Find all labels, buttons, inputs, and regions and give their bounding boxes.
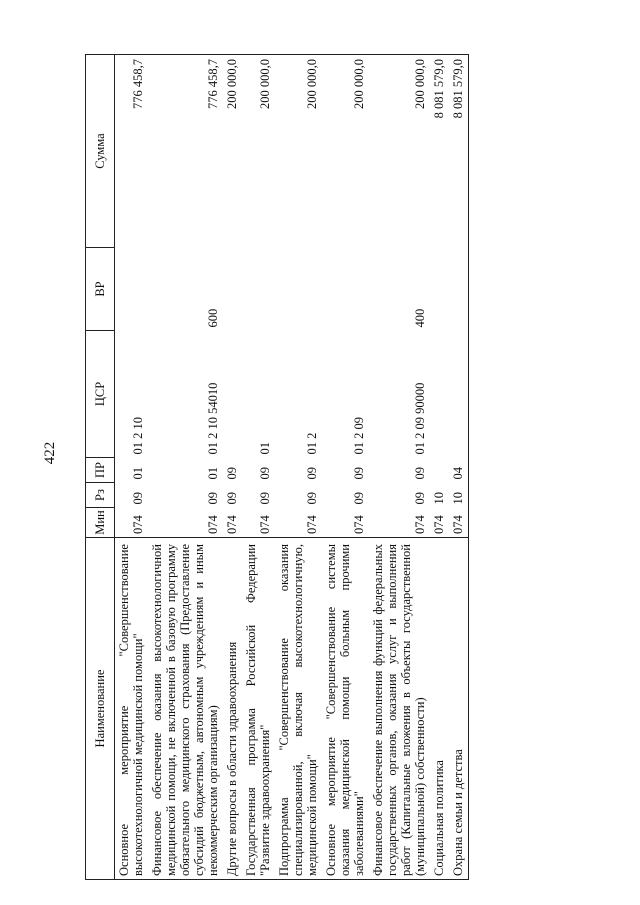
cell-rz: 09: [413, 492, 427, 505]
table-row: [369, 55, 430, 880]
cell-name: Основное мероприятие "Совершенствование системы оказания медицинской помощи больным прочими заболеваниями": [322, 538, 369, 880]
cell-pr: 09: [225, 467, 239, 480]
cell-name: Основное мероприятие "Совершенствование высокотехнологичной медицинской помощи": [115, 538, 149, 880]
cell-csr: [449, 331, 469, 458]
cell-vr: [430, 248, 449, 331]
cell-rz: 10: [449, 483, 469, 508]
cell-sum: 8 081 579,0: [430, 55, 449, 248]
cell-sum: 8 081 579,0: [449, 55, 469, 248]
cell-min: 074: [225, 515, 239, 534]
cell-csr: [430, 331, 449, 458]
cell-pr: 09: [352, 467, 366, 480]
cell-min: 074: [449, 508, 469, 538]
cell-name: Финансовое обеспечение оказания высокотехнологичной медицинской помощи, не включенной в базовую программу обязательного медицинского страхования (Предоставление субсидий бюджетным, автономным учреждениям и иным некоммерческим организациям): [148, 538, 223, 880]
cell-pr: 09: [258, 467, 272, 480]
cell-csr: [223, 331, 242, 458]
cell-min: 074: [305, 515, 319, 534]
cell-vr: [242, 248, 275, 331]
cell-csr: 01 2 09: [352, 417, 366, 455]
cell-csr: 01 2 09 90000: [413, 382, 427, 455]
header-name: Наименование: [86, 538, 115, 880]
cell-sum: 200 000,0: [369, 55, 430, 248]
cell-name: Государственная программа Российской Федерации "Развитие здравоохранения": [242, 538, 275, 880]
cell-vr: 400: [413, 308, 427, 328]
cell-vr: [275, 248, 322, 331]
cell-sum: 776 458,7: [115, 55, 149, 248]
cell-rz: 09: [206, 492, 220, 505]
rotated-page: [85, 50, 585, 880]
cell-name: Финансовое обеспечение выполнения функций федеральных государственных органов, оказания услуг и выполнения работ (Капитальные вложения в объекты государственной (муниципальной) собственности): [369, 538, 430, 880]
cell-pr: 09: [413, 467, 427, 480]
cell-sum: 200 000,0: [275, 55, 322, 248]
cell-name: Подпрограмма "Совершенствование оказания специализированной, включая высокотехнологичную, медицинской помощи": [275, 538, 322, 880]
table-row: [275, 55, 322, 880]
cell-rz: 09: [131, 492, 145, 505]
cell-name: Охрана семьи и детства: [449, 538, 469, 880]
budget-table: [85, 54, 469, 880]
cell-rz: 10: [432, 492, 446, 505]
cell-sum: 776 458,7: [148, 55, 223, 248]
table-header-row: [86, 55, 115, 880]
cell-pr: 01: [206, 467, 220, 480]
cell-sum: 200 000,0: [223, 55, 242, 248]
table-row: [148, 55, 223, 880]
header-pr: ПР: [86, 458, 115, 483]
cell-csr: 01 2 10: [131, 417, 145, 455]
cell-min: 074: [432, 515, 446, 534]
cell-min: 074: [131, 515, 145, 534]
header-sum: Сумма: [86, 55, 115, 248]
cell-vr: [115, 248, 149, 331]
cell-pr: 09: [305, 467, 319, 480]
cell-vr: [223, 248, 242, 331]
table-row: [322, 55, 369, 880]
cell-min: 074: [352, 515, 366, 534]
cell-rz: 09: [352, 492, 366, 505]
table-row: [242, 55, 275, 880]
cell-pr: 04: [449, 458, 469, 483]
cell-vr: 600: [206, 308, 220, 328]
cell-sum: 200 000,0: [322, 55, 369, 248]
header-vr: ВР: [86, 248, 115, 331]
cell-min: 074: [206, 515, 220, 534]
cell-vr: [322, 248, 369, 331]
table-row: [223, 55, 242, 880]
table-row: [115, 55, 149, 880]
cell-pr: 01: [131, 467, 145, 480]
cell-rz: 09: [225, 492, 239, 505]
table-row: [449, 55, 469, 880]
cell-min: 074: [413, 515, 427, 534]
cell-pr: [430, 458, 449, 483]
cell-name: Другие вопросы в области здравоохранения: [223, 538, 242, 880]
cell-vr: [449, 248, 469, 331]
cell-sum: 200 000,0: [242, 55, 275, 248]
table-row: [430, 55, 449, 880]
cell-csr: 01 2 10 54010: [206, 382, 220, 455]
cell-csr: 01: [258, 442, 272, 455]
page-number: 422: [42, 441, 58, 465]
cell-csr: 01 2: [305, 432, 319, 455]
header-min: Мин: [86, 508, 115, 538]
cell-rz: 09: [258, 492, 272, 505]
cell-min: 074: [258, 515, 272, 534]
header-rz: Рз: [86, 483, 115, 508]
header-csr: ЦСР: [86, 331, 115, 458]
cell-name: Социальная политика: [430, 538, 449, 880]
cell-rz: 09: [305, 492, 319, 505]
